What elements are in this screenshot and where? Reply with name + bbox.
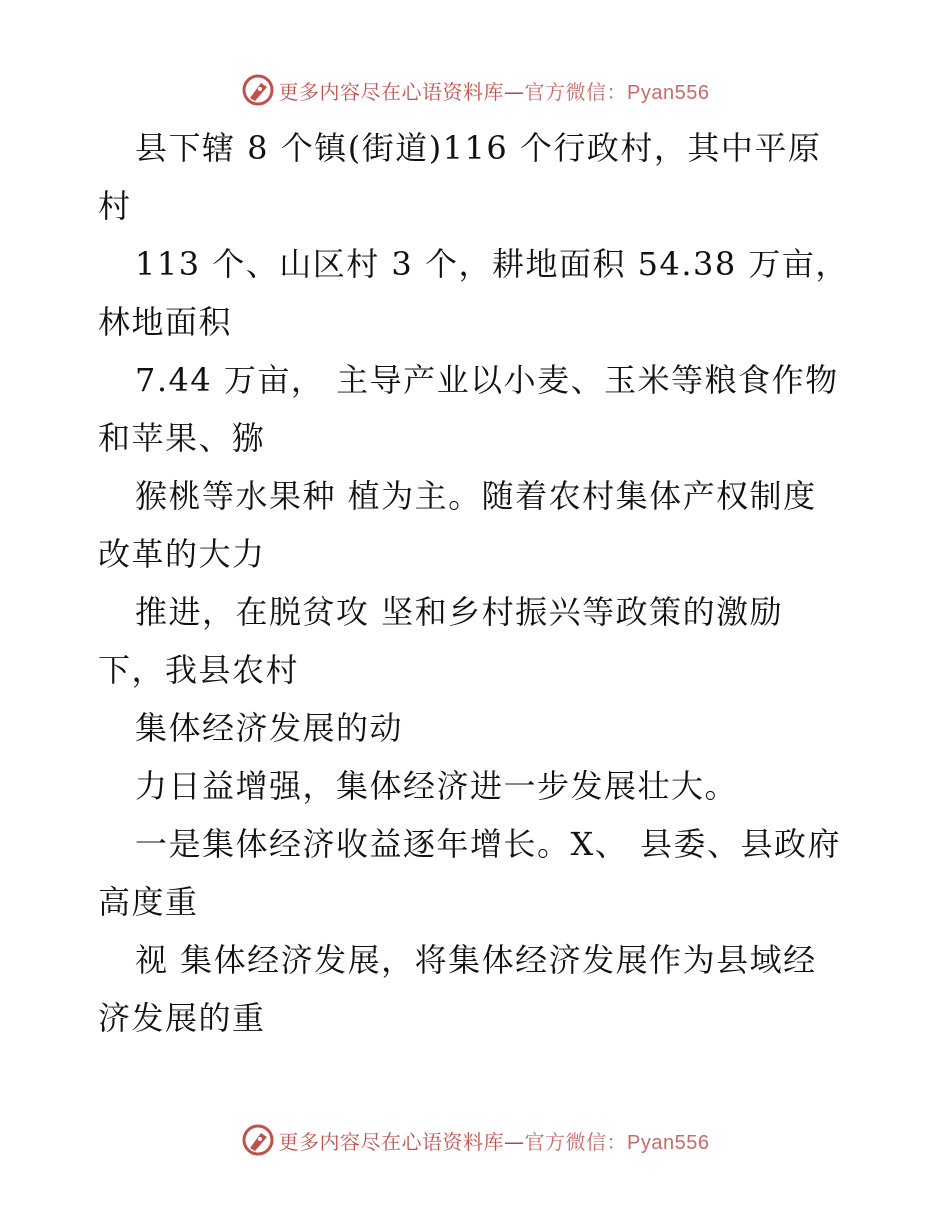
text-line: 推进，在脱贫攻 坚和乡村振兴等政策的激励 xyxy=(135,593,784,631)
footer-wechat-id: 官方微信：Pyan556 xyxy=(524,1131,710,1154)
text-line: 猴桃等水果种 植为主。随着农村集体产权制度 xyxy=(135,477,817,515)
text-line: 县下辖 8 个镇(街道)116 个行政村，其中平原 xyxy=(135,129,822,167)
footer-banner xyxy=(0,1120,950,1160)
text-line: 一是集体经济收益逐年增长。X、 县委、县政府 xyxy=(135,825,841,863)
footer-banner-text xyxy=(279,1126,710,1155)
text-line: 林地面积 xyxy=(98,303,233,341)
text-line: 高度重 xyxy=(98,883,199,921)
header-wechat-id: 官方微信：Pyan556 xyxy=(524,81,710,104)
text-line: 村 xyxy=(98,187,132,225)
text-line: 视 集体经济发展，将集体经济发展作为县域经 xyxy=(135,941,817,979)
footer-library-name: 更多内容尽在心语资料库 xyxy=(278,1129,505,1154)
pen-nib-logo-icon xyxy=(241,73,275,107)
text-line: 集体经济发展的动 xyxy=(135,709,404,747)
header-dash: — xyxy=(504,79,525,104)
header-library-name: 更多内容尽在心语资料库 xyxy=(278,79,505,104)
text-line: 济发展的重 xyxy=(98,999,266,1037)
header-banner xyxy=(0,70,950,110)
text-line: 下，我县农村 xyxy=(98,651,300,689)
text-line: 113 个、山区村 3 个，耕地面积 54.38 万亩， xyxy=(135,245,849,283)
pen-nib-logo-icon xyxy=(241,1123,275,1157)
document-body xyxy=(98,124,858,1052)
header-banner-text xyxy=(279,76,710,105)
footer-dash: — xyxy=(504,1129,525,1154)
text-line: 和苹果、猕 xyxy=(98,419,266,457)
text-line: 改革的大力 xyxy=(98,535,266,573)
text-line: 力日益增强，集体经济进一步发展壮大。 xyxy=(135,767,739,805)
text-line: 7.44 万亩， 主导产业以小麦、玉米等粮食作物 xyxy=(135,361,839,399)
